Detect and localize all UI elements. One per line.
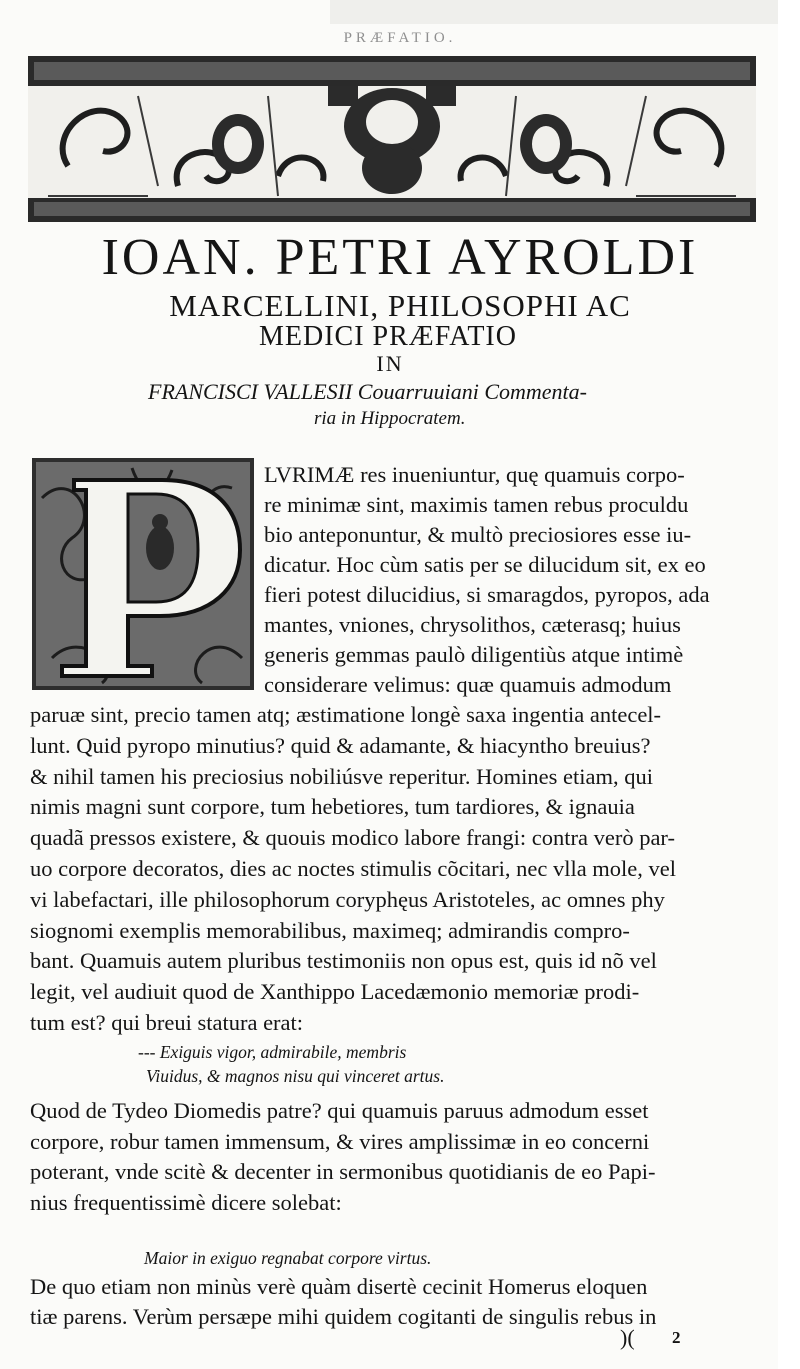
text-line: quadã pressos existere, & quouis modico labore frangi: contra verò par- — [30, 825, 675, 851]
text-line: generis gemmas paulò diligentiùs atque intimè — [264, 642, 684, 667]
text-line: paruæ sint, precio tamen atq; æstimatione longè saxa ingentia antecel- — [30, 702, 662, 727]
text-line: siognomi exemplis memorabilibus, maximeq; admirandis compro- — [30, 917, 630, 943]
text-line: tiæ parens. Verùm persæpe mihi quidem cogitanti de singulis rebus in — [30, 1304, 657, 1329]
title-line-1: IOAN. PETRI AYROLDI — [101, 229, 699, 286]
subject-line-2: ria in Hippocratem. — [314, 408, 466, 429]
verse-quotation-2: Maior in exiguo regnabat corpore virtus. — [144, 1248, 432, 1268]
text-line: De quo etiam non minùs verè quàm disertè cecinit Homerus eloquen — [30, 1274, 648, 1299]
text-line: dicatur. Hoc cùm satis per se dilucidum sit, ex eo — [264, 552, 706, 577]
text-line: bio anteponuntur, & multò preciosiores esse iu- — [264, 522, 692, 547]
title-line-3: MEDICI PRÆFATIO — [259, 321, 517, 352]
text-line: tum est? qui breui statura erat: — [30, 1010, 304, 1035]
text-line: re minimæ sint, maximis tamen rebus proculdu — [264, 492, 689, 517]
text-line: bant. Quamuis autem pluribus testimoniis non opus est, quis id nõ vel — [30, 948, 657, 974]
title-line-2: MARCELLINI, PHILOSOPHI AC — [169, 288, 631, 323]
text-line: Quod de Tydeo Diomedis patre? qui quamuis paruus admodum esset — [30, 1098, 649, 1123]
text-line: considerare velimus: quæ quamuis admodum — [264, 672, 672, 697]
text-line: fieri potest dilucidius, si smaragdos, pyropos, ada — [264, 582, 710, 607]
text-line: vi labefactari, ille philosophorum coryphęus Aristoteles, ac omnes phy — [30, 886, 665, 912]
text-line: uo corpore decoratos, dies ac noctes stimulis cõcitari, nec vlla mole, vel — [30, 856, 677, 881]
folio-number: 2 — [672, 1328, 681, 1347]
text-line: lunt. Quid pyropo minutius? quid & adamante, & hiacyntho breuius? — [30, 732, 651, 758]
text-line: & nihil tamen his preciosius nobiliúsve reperitur. Homines etiam, qui — [30, 763, 654, 789]
subject-line-1: FRANCISCI VALLESII Couarruuiani Commenta- — [148, 379, 587, 404]
title-line-4: IN — [376, 351, 404, 376]
catchword: )( — [620, 1325, 635, 1350]
ornamental-headpiece-woodcut-icon — [28, 56, 756, 222]
page-margin — [778, 0, 800, 1369]
text-line: legit, vel audiuit quod de Xanthippo Lacedæmonio memoriæ prodi- — [30, 979, 640, 1005]
running-head: PRÆFATIO. — [343, 30, 457, 46]
text-line: corpore, robur tamen immensum, & vires amplissimæ in eo concerni — [30, 1128, 650, 1154]
text-line: Viuidus, & magnos nisu qui vinceret artus. — [146, 1066, 445, 1086]
text-line: poterant, vnde scitè & decenter in sermonibus quotidianis de eo Papi- — [30, 1159, 656, 1184]
text-line: nius frequentissimè dicere solebat: — [30, 1189, 342, 1215]
text-line: mantes, vniones, chrysolithos, cæterasq; huius — [264, 612, 681, 637]
text-line: --- Exiguis vigor, admirabile, membris — [138, 1042, 407, 1062]
page-edge-shadow — [330, 0, 780, 24]
text-line: LVRIMÆ res inueniuntur, quę quamuis corpo- — [264, 462, 685, 487]
historiated-initial-p-icon — [32, 458, 254, 690]
text-line: nimis magni sunt corpore, tum hebetiores, tum tardiores, & ignauia — [30, 794, 635, 820]
